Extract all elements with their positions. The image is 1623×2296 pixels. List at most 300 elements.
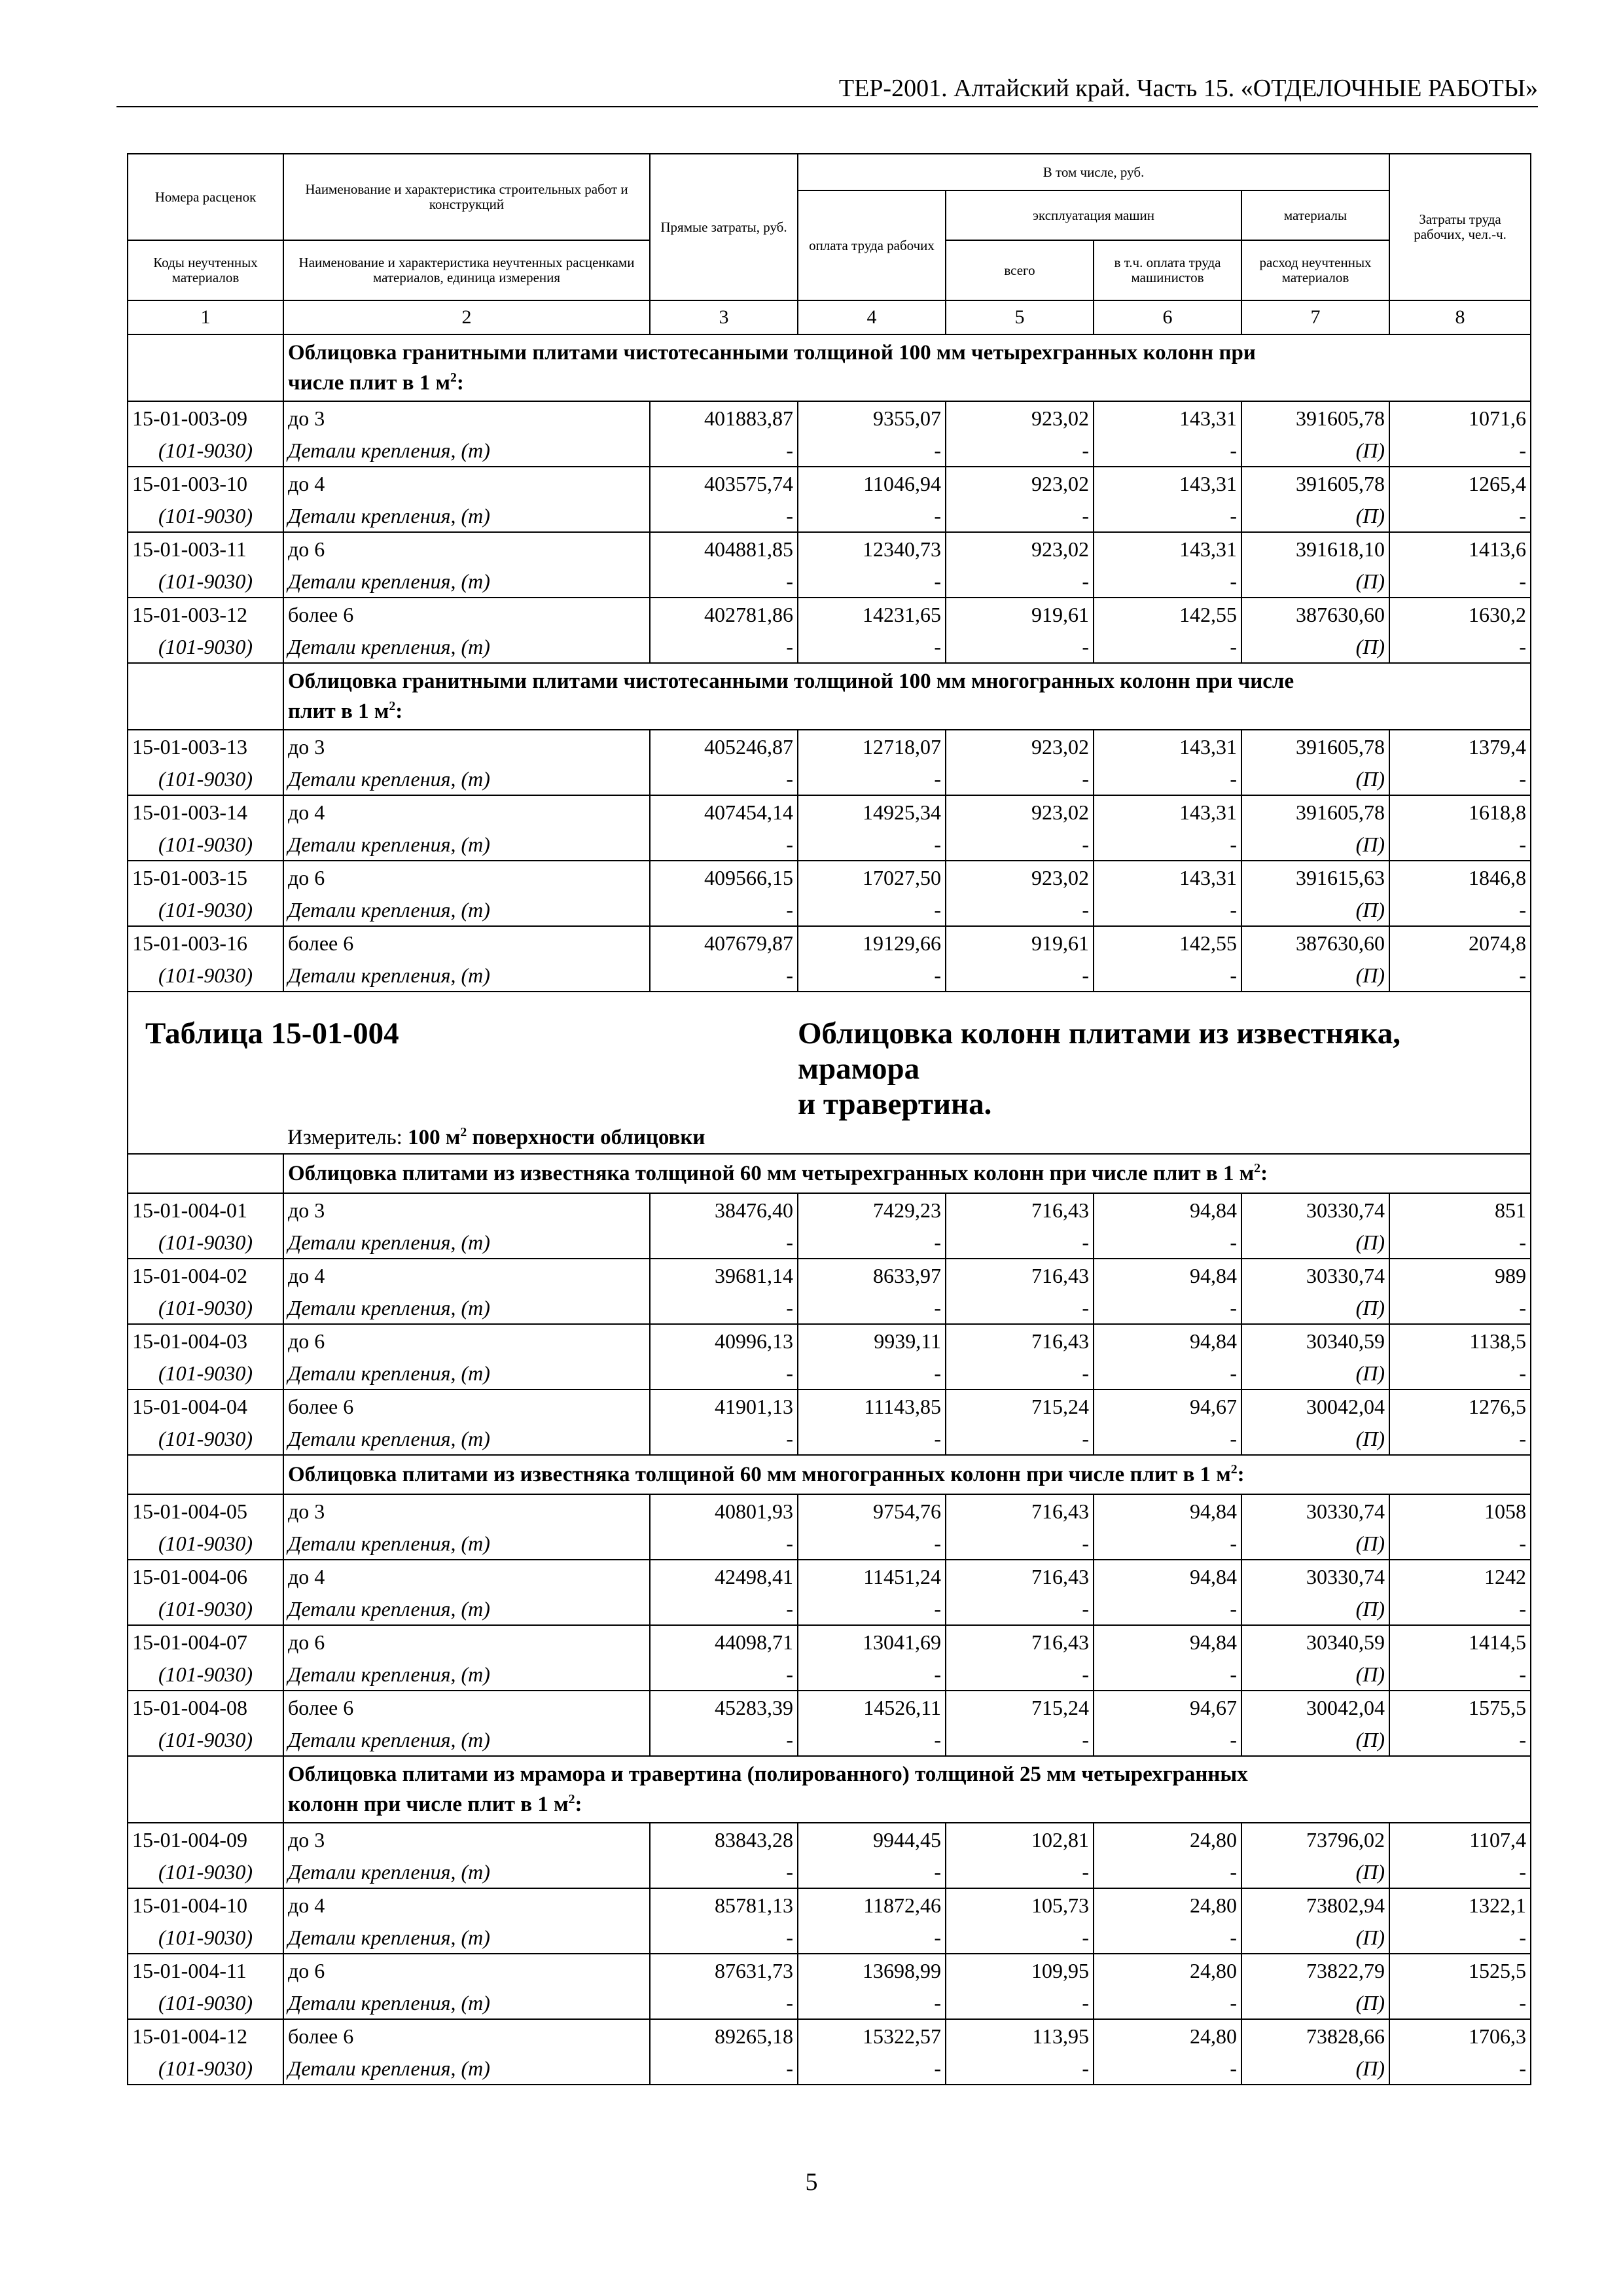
running-header: ТЕР-2001. Алтайский край. Часть 15. «ОТДЕЛОЧНЫЕ РАБОТЫ» [838, 75, 1538, 102]
rate-code: 15-01-004-10 [128, 1888, 283, 1922]
labor-hours: 851 [1389, 1193, 1531, 1227]
col-number: 1 [128, 300, 283, 334]
rate-code: 15-01-003-16 [128, 926, 283, 960]
table-row [128, 1390, 1531, 1423]
empty-value: - [1094, 960, 1241, 992]
empty-value: - [1094, 1593, 1241, 1625]
operators-pay: 94,84 [1094, 1494, 1241, 1528]
operators-pay: 143,31 [1094, 532, 1241, 565]
material-code: (101-9030) [128, 435, 283, 467]
material-code: (101-9030) [128, 829, 283, 861]
material-quantity: (П) [1241, 960, 1389, 992]
empty-value: - [1094, 829, 1241, 861]
materials-cost: 391618,10 [1241, 532, 1389, 565]
empty-value: - [946, 1724, 1094, 1756]
rate-code: 15-01-003-10 [128, 467, 283, 500]
measure-superscript: 2 [460, 1125, 467, 1139]
work-name: более 6 [283, 598, 650, 631]
machines-total: 919,61 [946, 926, 1094, 960]
materials-cost: 391605,78 [1241, 730, 1389, 763]
col-header-machines: эксплуатация машин [946, 190, 1241, 240]
material-name: Детали крепления, (т) [283, 894, 650, 926]
rate-code: 15-01-003-13 [128, 730, 283, 763]
col-number: 6 [1094, 300, 1241, 334]
empty-value: - [798, 631, 946, 663]
caption-colon: : [1237, 1463, 1245, 1486]
material-row [128, 960, 1531, 992]
table-row [128, 1823, 1531, 1856]
material-quantity: (П) [1241, 2053, 1389, 2085]
material-name: Детали крепления, (т) [283, 829, 650, 861]
material-quantity: (П) [1241, 763, 1389, 795]
labor-pay: 11872,46 [798, 1888, 946, 1922]
rate-code: 15-01-004-08 [128, 1691, 283, 1724]
section-caption [283, 1154, 1531, 1193]
empty-value: - [798, 1724, 946, 1756]
labor-pay: 8633,97 [798, 1259, 946, 1292]
material-quantity: (П) [1241, 631, 1389, 663]
table-row [128, 1954, 1531, 1987]
empty-value: - [946, 1423, 1094, 1455]
empty-value: - [946, 960, 1094, 992]
labor-pay: 14231,65 [798, 598, 946, 631]
rate-code: 15-01-004-11 [128, 1954, 283, 1987]
labor-pay: 11451,24 [798, 1560, 946, 1593]
material-code: (101-9030) [128, 1724, 283, 1756]
rate-code: 15-01-004-04 [128, 1390, 283, 1423]
empty-value: - [650, 1659, 798, 1691]
operators-pay: 142,55 [1094, 598, 1241, 631]
empty-value: - [1389, 500, 1531, 532]
materials-cost: 30330,74 [1241, 1494, 1389, 1528]
material-quantity: (П) [1241, 1987, 1389, 2019]
operators-pay: 94,84 [1094, 1560, 1241, 1593]
direct-costs: 41901,13 [650, 1390, 798, 1423]
rate-code: 15-01-003-15 [128, 861, 283, 894]
caption-text: Облицовка плитами из известняка толщиной 60 мм четырехгранных колонн при числе плит в 1 м [288, 1162, 1255, 1185]
empty-value: - [1389, 960, 1531, 992]
material-name: Детали крепления, (т) [283, 1724, 650, 1756]
caption-superscript: 2 [1230, 1462, 1238, 1477]
empty-value: - [798, 1922, 946, 1954]
labor-pay: 13041,69 [798, 1625, 946, 1659]
empty-value: - [1389, 1659, 1531, 1691]
work-name: до 6 [283, 1625, 650, 1659]
rate-code: 15-01-003-09 [128, 401, 283, 435]
col-header-material-names: Наименование и характеристика неучтенных расценками материалов, единица измерения [283, 240, 650, 300]
direct-costs: 403575,74 [650, 467, 798, 500]
empty-value: - [650, 1987, 798, 2019]
labor-hours: 1138,5 [1389, 1324, 1531, 1357]
rate-code: 15-01-004-12 [128, 2019, 283, 2053]
empty-value: - [650, 1724, 798, 1756]
measure-rest: поверхности облицовки [467, 1126, 705, 1149]
work-name: до 6 [283, 1324, 650, 1357]
material-name: Детали крепления, (т) [283, 1423, 650, 1455]
direct-costs: 39681,14 [650, 1259, 798, 1292]
labor-pay: 9939,11 [798, 1324, 946, 1357]
work-name: более 6 [283, 1691, 650, 1724]
materials-cost: 391605,78 [1241, 795, 1389, 829]
material-quantity: (П) [1241, 1357, 1389, 1390]
table-row [128, 1691, 1531, 1724]
material-code: (101-9030) [128, 763, 283, 795]
section-caption-row [128, 1154, 1531, 1193]
material-row [128, 500, 1531, 532]
empty-value: - [946, 1593, 1094, 1625]
labor-hours: 1413,6 [1389, 532, 1531, 565]
caption-text: плит в 1 м [288, 700, 389, 723]
material-row [128, 1357, 1531, 1390]
material-quantity: (П) [1241, 1227, 1389, 1259]
empty-value: - [650, 500, 798, 532]
machines-total: 102,81 [946, 1823, 1094, 1856]
direct-costs: 401883,87 [650, 401, 798, 435]
empty-value: - [650, 1922, 798, 1954]
labor-pay: 11143,85 [798, 1390, 946, 1423]
caption-text: Облицовка гранитными плитами чистотесанными толщиной 100 мм многогранных колонн при числе [288, 670, 1294, 693]
direct-costs: 89265,18 [650, 2019, 798, 2053]
empty-value: - [1094, 1987, 1241, 2019]
empty-value: - [650, 565, 798, 598]
empty-value: - [798, 829, 946, 861]
empty-value: - [946, 894, 1094, 926]
table-label: Таблица 15-01-004 [128, 992, 798, 1122]
labor-pay: 15322,57 [798, 2019, 946, 2053]
section-caption-row [128, 1455, 1531, 1494]
section-caption [283, 1756, 1531, 1823]
empty-value: - [1094, 1357, 1241, 1390]
col-number: 2 [283, 300, 650, 334]
labor-hours: 1071,6 [1389, 401, 1531, 435]
material-row [128, 631, 1531, 663]
operators-pay: 24,80 [1094, 1888, 1241, 1922]
caption-text: Облицовка плитами из известняка толщиной 60 мм многогранных колонн при числе плит в 1 м [288, 1463, 1231, 1486]
material-name: Детали крепления, (т) [283, 1987, 650, 2019]
caption-spacer [128, 663, 283, 730]
empty-value: - [1094, 1724, 1241, 1756]
caption-spacer [128, 334, 283, 401]
page-number: 5 [805, 2168, 818, 2196]
labor-hours: 1414,5 [1389, 1625, 1531, 1659]
work-name: до 4 [283, 467, 650, 500]
labor-pay: 9754,76 [798, 1494, 946, 1528]
empty-value: - [1389, 763, 1531, 795]
materials-cost: 391605,78 [1241, 467, 1389, 500]
operators-pay: 94,84 [1094, 1324, 1241, 1357]
caption-colon: : [456, 371, 464, 395]
work-name: до 3 [283, 401, 650, 435]
table-row [128, 2019, 1531, 2053]
material-quantity: (П) [1241, 1724, 1389, 1756]
labor-pay: 7429,23 [798, 1193, 946, 1227]
labor-hours: 1525,5 [1389, 1954, 1531, 1987]
table-row [128, 1494, 1531, 1528]
material-name: Детали крепления, (т) [283, 1659, 650, 1691]
table-row [128, 467, 1531, 500]
machines-total: 715,24 [946, 1691, 1094, 1724]
table-title-line: и травертина. [798, 1087, 992, 1121]
labor-hours: 1107,4 [1389, 1823, 1531, 1856]
empty-value: - [650, 763, 798, 795]
work-name: до 3 [283, 1494, 650, 1528]
operators-pay: 142,55 [1094, 926, 1241, 960]
work-name: до 3 [283, 1823, 650, 1856]
rate-code: 15-01-003-11 [128, 532, 283, 565]
material-code: (101-9030) [128, 1922, 283, 1954]
empty-value: - [798, 435, 946, 467]
materials-cost: 387630,60 [1241, 598, 1389, 631]
material-row [128, 894, 1531, 926]
direct-costs: 40801,93 [650, 1494, 798, 1528]
machines-total: 105,73 [946, 1888, 1094, 1922]
empty-value: - [1094, 1528, 1241, 1560]
machines-total: 923,02 [946, 861, 1094, 894]
empty-value: - [650, 829, 798, 861]
material-code: (101-9030) [128, 565, 283, 598]
labor-hours: 1846,8 [1389, 861, 1531, 894]
empty-value: - [1094, 500, 1241, 532]
caption-text: числе плит в 1 м [288, 371, 450, 395]
material-name: Детали крепления, (т) [283, 1227, 650, 1259]
material-code: (101-9030) [128, 1987, 283, 2019]
empty-value: - [798, 894, 946, 926]
work-name: более 6 [283, 926, 650, 960]
table-row [128, 795, 1531, 829]
materials-cost: 387630,60 [1241, 926, 1389, 960]
operators-pay: 143,31 [1094, 861, 1241, 894]
material-name: Детали крепления, (т) [283, 960, 650, 992]
machines-total: 716,43 [946, 1193, 1094, 1227]
caption-spacer [128, 1455, 283, 1494]
empty-value: - [946, 631, 1094, 663]
caption-colon: : [1260, 1162, 1268, 1185]
caption-text: колонн при числе плит в 1 м [288, 1793, 569, 1816]
empty-value: - [650, 960, 798, 992]
col-header-direct-costs: Прямые затраты, руб. [650, 154, 798, 300]
operators-pay: 94,84 [1094, 1259, 1241, 1292]
empty-value: - [1389, 1423, 1531, 1455]
empty-value: - [798, 1593, 946, 1625]
direct-costs: 40996,13 [650, 1324, 798, 1357]
empty-value: - [650, 435, 798, 467]
empty-value: - [946, 1987, 1094, 2019]
caption-spacer [128, 1154, 283, 1193]
work-name: до 4 [283, 1259, 650, 1292]
rate-code: 15-01-004-03 [128, 1324, 283, 1357]
measure-value: 100 м [408, 1126, 461, 1149]
direct-costs: 42498,41 [650, 1560, 798, 1593]
empty-value: - [1389, 1227, 1531, 1259]
empty-value: - [650, 2053, 798, 2085]
direct-costs: 409566,15 [650, 861, 798, 894]
direct-costs: 85781,13 [650, 1888, 798, 1922]
material-name: Детали крепления, (т) [283, 565, 650, 598]
materials-cost: 30340,59 [1241, 1625, 1389, 1659]
materials-cost: 73796,02 [1241, 1823, 1389, 1856]
caption-superscript: 2 [1254, 1161, 1261, 1175]
material-name: Детали крепления, (т) [283, 1357, 650, 1390]
empty-value: - [1389, 894, 1531, 926]
measure-unit [283, 1122, 1531, 1154]
empty-value: - [946, 1659, 1094, 1691]
labor-hours: 1379,4 [1389, 730, 1531, 763]
col-number: 4 [798, 300, 946, 334]
table-row [128, 1560, 1531, 1593]
table-row [128, 1625, 1531, 1659]
labor-hours: 1242 [1389, 1560, 1531, 1593]
labor-pay: 9355,07 [798, 401, 946, 435]
section-caption-row [128, 663, 1531, 730]
direct-costs: 44098,71 [650, 1625, 798, 1659]
direct-costs: 83843,28 [650, 1823, 798, 1856]
material-row [128, 763, 1531, 795]
material-row [128, 829, 1531, 861]
empty-value: - [798, 960, 946, 992]
rate-code: 15-01-004-05 [128, 1494, 283, 1528]
labor-hours: 1265,4 [1389, 467, 1531, 500]
rates-table [127, 153, 1531, 2085]
machines-total: 923,02 [946, 730, 1094, 763]
col-header-rate-numbers: Номера расценок [128, 154, 283, 240]
labor-pay: 17027,50 [798, 861, 946, 894]
material-quantity: (П) [1241, 565, 1389, 598]
section-caption [283, 663, 1531, 730]
machines-total: 923,02 [946, 467, 1094, 500]
machines-total: 715,24 [946, 1390, 1094, 1423]
material-name: Детали крепления, (т) [283, 1856, 650, 1888]
machines-total: 716,43 [946, 1625, 1094, 1659]
empty-value: - [946, 829, 1094, 861]
direct-costs: 45283,39 [650, 1691, 798, 1724]
col-header-material-codes: Коды неучтенных материалов [128, 240, 283, 300]
empty-value: - [1389, 631, 1531, 663]
empty-value: - [1389, 1922, 1531, 1954]
empty-value: - [1389, 2053, 1531, 2085]
operators-pay: 143,31 [1094, 401, 1241, 435]
material-code: (101-9030) [128, 1856, 283, 1888]
empty-value: - [1389, 1292, 1531, 1324]
labor-hours: 1630,2 [1389, 598, 1531, 631]
material-name: Детали крепления, (т) [283, 500, 650, 532]
materials-cost: 30330,74 [1241, 1193, 1389, 1227]
material-row [128, 1922, 1531, 1954]
labor-pay: 12718,07 [798, 730, 946, 763]
empty-value: - [798, 1987, 946, 2019]
empty-value: - [1389, 1357, 1531, 1390]
materials-cost: 30330,74 [1241, 1259, 1389, 1292]
table-row [128, 861, 1531, 894]
rate-code: 15-01-004-06 [128, 1560, 283, 1593]
material-row [128, 435, 1531, 467]
labor-pay: 12340,73 [798, 532, 946, 565]
material-row [128, 565, 1531, 598]
empty-value: - [650, 1593, 798, 1625]
material-name: Детали крепления, (т) [283, 435, 650, 467]
empty-value: - [946, 763, 1094, 795]
materials-cost: 391615,63 [1241, 861, 1389, 894]
empty-value: - [798, 1856, 946, 1888]
material-row [128, 1724, 1531, 1756]
section-caption [283, 334, 1531, 401]
rate-code: 15-01-004-02 [128, 1259, 283, 1292]
col-number: 5 [946, 300, 1094, 334]
work-name: до 4 [283, 1888, 650, 1922]
empty-value: - [1389, 1987, 1531, 2019]
empty-value: - [798, 1357, 946, 1390]
material-quantity: (П) [1241, 1659, 1389, 1691]
measure-label: Измеритель: [287, 1126, 402, 1149]
materials-cost: 73802,94 [1241, 1888, 1389, 1922]
material-code: (101-9030) [128, 1528, 283, 1560]
empty-value: - [1094, 1292, 1241, 1324]
material-row [128, 1528, 1531, 1560]
header-rule [116, 106, 1538, 107]
labor-pay: 14526,11 [798, 1691, 946, 1724]
material-quantity: (П) [1241, 1856, 1389, 1888]
rate-code: 15-01-003-14 [128, 795, 283, 829]
caption-colon: : [395, 700, 403, 723]
table-row [128, 401, 1531, 435]
table-row [128, 1888, 1531, 1922]
material-quantity: (П) [1241, 435, 1389, 467]
material-code: (101-9030) [128, 2053, 283, 2085]
table-title [798, 992, 1531, 1122]
empty-value: - [1389, 565, 1531, 598]
materials-cost: 73822,79 [1241, 1954, 1389, 1987]
labor-hours: 1276,5 [1389, 1390, 1531, 1423]
table-row [128, 598, 1531, 631]
materials-cost: 391605,78 [1241, 401, 1389, 435]
col-header-machines-total: всего [946, 240, 1094, 300]
direct-costs: 87631,73 [650, 1954, 798, 1987]
direct-costs: 404881,85 [650, 532, 798, 565]
rate-code: 15-01-003-12 [128, 598, 283, 631]
table-row [128, 1324, 1531, 1357]
empty-value: - [798, 565, 946, 598]
empty-value: - [650, 631, 798, 663]
machines-total: 113,95 [946, 2019, 1094, 2053]
labor-hours: 989 [1389, 1259, 1531, 1292]
material-row [128, 1856, 1531, 1888]
table-title-line: Облицовка колонн плитами из известняка, мрамора [798, 1016, 1400, 1086]
material-name: Детали крепления, (т) [283, 1593, 650, 1625]
labor-hours: 1618,8 [1389, 795, 1531, 829]
direct-costs: 38476,40 [650, 1193, 798, 1227]
table-row [128, 1193, 1531, 1227]
material-code: (101-9030) [128, 500, 283, 532]
table-title-row [128, 992, 1531, 1122]
labor-hours: 1706,3 [1389, 2019, 1531, 2053]
table-row [128, 532, 1531, 565]
empty-value: - [650, 1227, 798, 1259]
materials-cost: 30330,74 [1241, 1560, 1389, 1593]
measure-row [128, 1122, 1531, 1154]
material-code: (101-9030) [128, 894, 283, 926]
caption-colon: : [575, 1793, 582, 1816]
empty-value: - [798, 1659, 946, 1691]
empty-value: - [946, 1528, 1094, 1560]
empty-value: - [650, 1528, 798, 1560]
material-name: Детали крепления, (т) [283, 763, 650, 795]
material-name: Детали крепления, (т) [283, 1292, 650, 1324]
empty-value: - [1389, 1856, 1531, 1888]
work-name: до 4 [283, 795, 650, 829]
empty-value: - [946, 2053, 1094, 2085]
material-code: (101-9030) [128, 1227, 283, 1259]
material-row [128, 1593, 1531, 1625]
empty-value: - [946, 500, 1094, 532]
